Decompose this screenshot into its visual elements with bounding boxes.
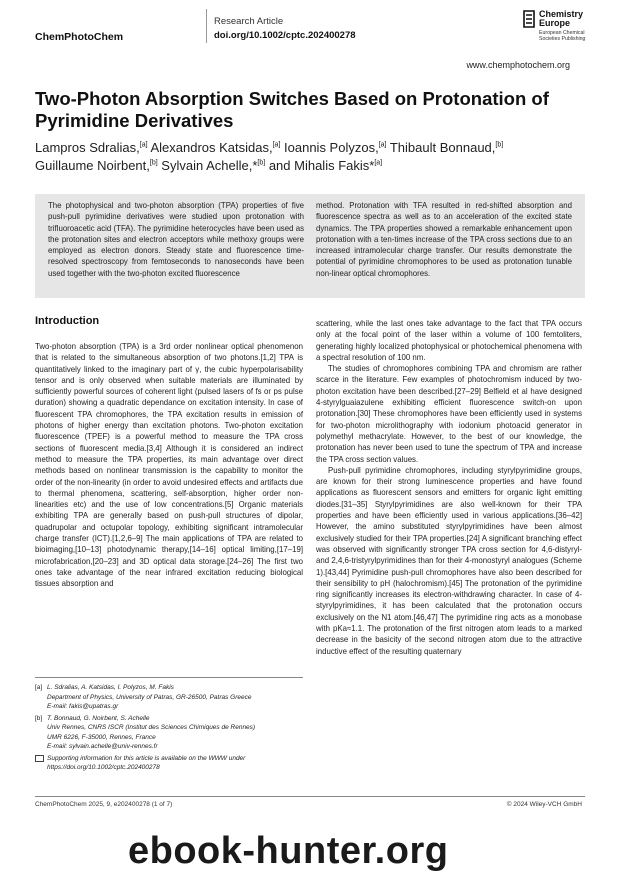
column-left: [35, 314, 303, 590]
section-heading: Introduction: [35, 315, 100, 327]
affiliation-a: [a] L. Sdralias, A. Katsidas, I. Polyzos, M. Fakis Department of Physics, University of Patras, GR-26500, Patras Greece E-mail: fakis@upatras.gr: [35, 684, 252, 710]
author: Thibault Bonnaud,: [386, 140, 496, 155]
author: Lampros Sdralias,: [35, 140, 140, 155]
abstract-left: The photophysical and two-photon absorption (TPA) properties of five push-pull pyrimidine derivatives were studied upon protonation with trifluoroacetic acid (TFA). The pyrimidine heterocycles have been used as the protonation sites and electron acceptors while methoxy groups were employed as electron donors. Steady state and fluorescence time-resolved spectroscopy from femtoseconds to nanoseconds have been used together with the two-photon excited fluorescence: [48, 201, 304, 278]
page-header: [0, 0, 620, 46]
author: Guillaume Noirbent,: [35, 158, 150, 173]
supporting-info[interactable]: Supporting information for this article is available on the WWW under https://doi.org/10.1002/cptc.202400278: [35, 754, 303, 773]
publisher-subtitle: European Chemical Societies Publishing: [539, 30, 586, 42]
column-right: [316, 318, 582, 657]
paragraph: scattering, while the last ones take advantage to the fact that TPA occurs only at the focal point of the laser within a volume of 100 femtoliters, generating highly localized photophysical or photochemical phenomena with a spectral resolution of 100 nm.: [316, 319, 582, 362]
affiliations: [35, 683, 303, 775]
paragraph: The studies of chromophores combining TPA and chromism are rather scarce in the literature. Few examples of photochromism induced by two-photon excitation have been described.[27–29] Belfield et al have designed 4-styrylguaiazulene exhibiting efficient fluorescence switch-on upon protonation.[30] These chromophores have been efficiently used in systems for two-photon microlithography with iodonium photoacid generator in polymethyl methacrylate. However, to the best of our knowledge, the protonation has never been used to tune the spectrum of TPA and increase the TPA cross section values.: [316, 364, 582, 464]
header-divider: [206, 9, 207, 43]
article-title: Two-Photon Absorption Switches Based on Protonation of Pyrimidine Derivatives: [35, 88, 549, 131]
footer-divider: [35, 796, 585, 797]
publisher-logo: [522, 8, 612, 48]
journal-name: ChemPhotoChem: [35, 31, 124, 43]
paragraph: Push-pull pyrimidine chromophores, including styrylpyrimidine groups, are known for their strong luminescence properties and have found applications as fluorescent sensors and emitters for organic light emitting diodes.[31–35] Styrylpyrimidines are also well-known for their TPA properties and have been efficiently used in various applications.[36–42] However, the amino substituted styrylpyrimidines have been almost exclusively studied for their TPA properties.[24] A significant branching effect was observed with significantly stronger TPA cross section for 4,6-distyryl- and 2,4,6-tristyrylpyrimidines than for their 4-monostyryl analogues (Scheme 1).[43,44] Pyrimidine push-pull chromophores have also been described for their sensibility to pH (halochromism).[45] The protonation of the pyrimidine ring significantly increases its electron-withdrawing character. In case of 4-styrylpyrimidines, it has been calculated that the protonation occurs exclusively on the N1 atom.[46,47] The pyrimidine ring acts as a monobase with pKa≈1.1. The protonation of the first nitrogen atom leads to a marked decrease in the basicity of the second nitrogen atom due to the attractive inductive effect of the resulting quaternary: [316, 465, 582, 656]
author: Ioannis Polyzos,: [280, 140, 379, 155]
abstract-box: [35, 194, 585, 298]
doi-link[interactable]: doi.org/10.1002/cptc.202400278: [214, 30, 356, 41]
journal-url[interactable]: www.chemphotochem.org: [466, 60, 570, 70]
watermark: ebook-hunter.org: [128, 830, 449, 872]
footer-copyright: © 2024 Wiley-VCH GmbH: [506, 801, 582, 808]
monitor-icon: [35, 755, 44, 762]
paragraph: Two-photon absorption (TPA) is a 3rd order nonlinear optical phenomenon that is related to the simultaneous absorption of two photons.[1,2] TPA is quantitatively linked to the imaginary part of γ, the cubic hyperpolarisability tensor and is only observed when suitable materials are illuminated by sufficiently powerful sources of coherent light (pulsed lasers of fs or ps pulse duration) showing a quadratic dependance on excitation intensity. In case of fluorescent TPA chromophores, the TPA excitation results in emission of photons of higher energy than excitation photons. Two-photon excitation fluorescence (TPEF) is a powerful method to measure the TPA cross sections of fluorescent media.[3,4] Although it is considered an indirect method to measure the TPA properties, its main advantage over direct methods based on nonlinear transmission is the capability to monitor the order of the non-linearity (in order to avoid undesired effects and artifacts due to thermal phenomena, scattering, self-absorption, higher order non-linearities etc) and the use of low concentrations.[5] Organic materials exhibiting TPA are generally based on push-pull structures of dipolar, quadrupolar and octupolar topology, exhibiting significant intramolecular charge transfer (ICT).[1,2,6–9] The main applications of TPA are related to bioimaging,[10–13] photodynamic therapy,[14–16] optical limiting,[17–19] microfabrication,[20–23] and 3D optical data storage.[24–26] The first two ones take advantage of the near infrared excitation reducing biological tissues absorption and: [35, 342, 304, 589]
publisher-name: Chemistry Europe: [539, 9, 584, 28]
author: Sylvain Achelle,*: [157, 158, 258, 173]
chemistry-europe-icon: [522, 10, 536, 28]
author-list: Lampros Sdralias,[a] Alexandros Katsidas,[a] Ioannis Polyzos,[a] Thibault Bonnaud,[b] Guillaume Noirbent,[b] Sylvain Achelle,*[b] and Mihalis Fakis*[a]: [35, 140, 504, 173]
author: Alexandros Katsidas,: [147, 140, 273, 155]
footer-citation: ChemPhotoChem 2025, 9, e202400278 (1 of 7): [35, 801, 173, 808]
affiliation-divider: [35, 677, 303, 678]
author: and Mihalis Fakis*: [265, 158, 375, 173]
abstract-right: method. Protonation with TFA resulted in red-shifted absorption and fluorescence spectra as well as to an acceleration of the excited state dynamics. The TPA properties showed a remarkable enhancement upon protonation with a ten-times increase of the TPA cross sections due to an increased intramolecular charge transfer. Our results demonstrate the potential of pyrimidine chromophores to be used as protonation tunable non-linear optical chromophores.: [316, 201, 572, 278]
affiliation-b: [b] T. Bonnaud, G. Noirbent, S. Achelle Univ Rennes, CNRS ISCR (Institut des Sciences Chimiques de Rennes) UMR 6226, F-35000, Rennes, France E-mail: sylvain.achelle@univ-rennes.fr: [35, 714, 256, 750]
article-type: Research Article: [214, 16, 284, 27]
